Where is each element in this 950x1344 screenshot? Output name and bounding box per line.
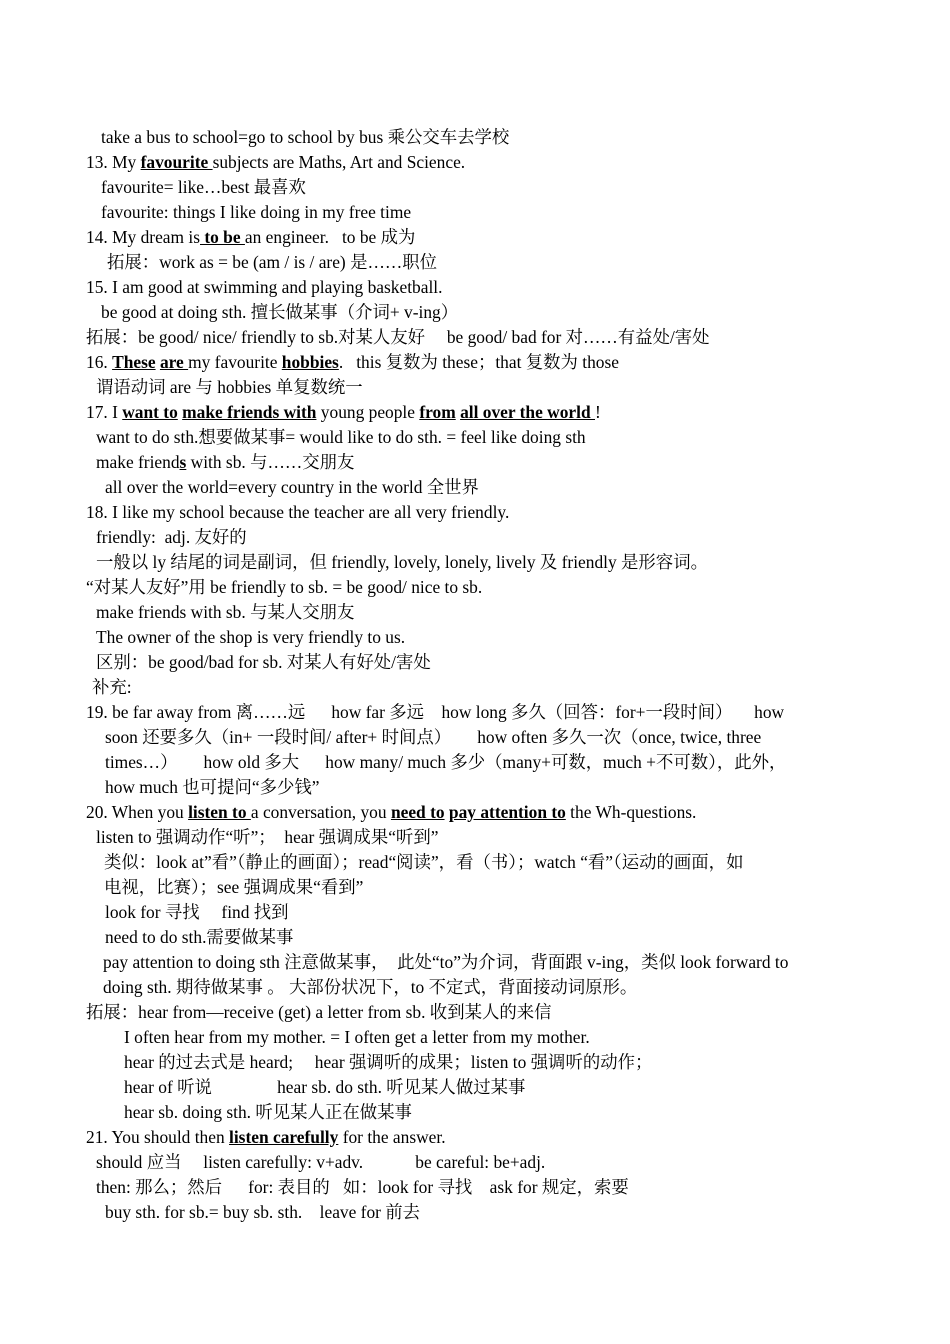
text-line (124, 1051, 652, 1073)
emphasized-text: listen carefully (229, 1127, 339, 1147)
text-line (96, 551, 708, 573)
text-line (103, 951, 788, 973)
text-segment: pay attention to doing sth 注意做某事， 此处“to”为介词，背面跟 v-ing，类似 look forward to (103, 952, 789, 972)
text-line (101, 301, 458, 323)
text-segment: with sb. 与……交朋友 (186, 452, 355, 472)
text-segment: buy sth. for sb.= buy sb. sth. leave for 前去 (105, 1202, 421, 1222)
emphasized-text: These (112, 352, 156, 372)
text-segment: times…） how old 多大 how many/ much 多少（many+可数，much +不可数），此外， (105, 752, 787, 772)
emphasized-text: to be (200, 227, 245, 247)
text-segment: hear sb. doing sth. 听见某人正在做某事 (124, 1102, 412, 1122)
text-line (124, 1076, 525, 1098)
emphasized-text: need to (390, 802, 445, 822)
text-segment: 14. My dream is (86, 227, 200, 247)
text-segment: make friend (96, 452, 180, 472)
text-segment: for the answer. (338, 1127, 446, 1147)
text-segment: soon 还要多久（in+ 一段时间/ after+ 时间点） how often 多久一次（once, twice, three (105, 727, 762, 747)
text-line (105, 901, 289, 923)
text-segment: 20. When you (86, 802, 189, 822)
text-segment: how much 也可提问“多少钱” (105, 777, 320, 797)
emphasized-text: hobbies (281, 352, 339, 372)
text-line (96, 451, 354, 473)
text-segment: 区别：be good/bad for sb. 对某人有好处/害处 (96, 652, 431, 672)
text-segment: need to do sth.需要做某事 (105, 927, 294, 947)
text-segment: 17. I (86, 402, 123, 422)
text-line (96, 626, 405, 648)
text-segment: 拓展：be good/ nice/ friendly to sb.对某人友好 be good/ bad for 对……有益处/害处 (86, 327, 710, 347)
text-segment: all over the world=every country in the world 全世界 (105, 477, 479, 497)
emphasized-text: are (159, 352, 189, 372)
text-line (105, 751, 786, 773)
text-line (105, 726, 761, 748)
text-segment: friendly: adj. 友好的 (96, 527, 247, 547)
text-segment: 19. be far away from 离……远 how far 多远 how long 多久（回答：for+一段时间） how (86, 702, 785, 722)
text-segment: 拓展：hear from—receive (get) a letter from sb. 收到某人的来信 (86, 1002, 552, 1022)
text-line (86, 1126, 446, 1148)
text-line (105, 1201, 420, 1223)
text-line (96, 376, 363, 398)
text-segment: 18. I like my school because the teacher are all very friendly. (86, 502, 510, 522)
text-segment: 15. I am good at swimming and playing basketball. (86, 277, 443, 297)
text-segment: 补充: (92, 677, 132, 697)
text-line (101, 201, 411, 223)
text-segment: a conversation, you (250, 802, 391, 822)
emphasized-text: listen to (188, 802, 251, 822)
text-segment: 16. (86, 352, 113, 372)
text-segment: “对某人友好”用 be friendly to sb. = be good/ nice to sb. (86, 577, 483, 597)
text-line (96, 1151, 545, 1173)
emphasized-text: make friends with (182, 402, 317, 422)
text-segment: subjects are Maths, Art and Science. (212, 152, 466, 172)
text-line (124, 1101, 412, 1123)
text-segment: I often hear from my mother. = I often get a letter from my mother. (124, 1027, 590, 1047)
text-line (86, 151, 465, 173)
text-segment: favourite: things I like doing in my free time (101, 202, 412, 222)
text-segment: should 应当 listen carefully: v+adv. be careful: be+adj. (96, 1152, 546, 1172)
text-segment: make friends with sb. 与某人交朋友 (96, 602, 355, 622)
text-line (86, 351, 619, 373)
text-segment: favourite= like…best 最喜欢 (101, 177, 306, 197)
text-line (86, 326, 710, 348)
text-segment: 拓展：work as = be (am / is / are) 是……职位 (107, 252, 438, 272)
text-segment: be good at doing sth. 擅长做某事（介词+ v-ing） (101, 302, 459, 322)
text-line (104, 851, 743, 873)
emphasized-text: s (179, 452, 187, 472)
text-segment: an engineer. to be 成为 (244, 227, 416, 247)
text-line (105, 926, 293, 948)
emphasized-text: favourite (140, 152, 213, 172)
text-segment: look for 寻找 find 找到 (105, 902, 289, 922)
text-segment: 13. My (86, 152, 141, 172)
text-segment: then: 那么；然后 for: 表目的 如：look for 寻找 ask for 规定，索要 (96, 1177, 629, 1197)
text-line (96, 526, 247, 548)
text-line (107, 251, 437, 273)
text-line (104, 876, 363, 898)
text-line (92, 676, 132, 698)
text-line (105, 776, 319, 798)
text-line (96, 601, 354, 623)
text-line (96, 826, 438, 848)
text-line (86, 1001, 552, 1023)
text-segment: take a bus to school=go to school by bus 乘公交车去学校 (101, 127, 510, 147)
text-segment: 谓语动词 are 与 hobbies 单复数统一 (96, 377, 363, 397)
text-segment: my favourite (188, 352, 282, 372)
text-segment: ! (595, 402, 601, 422)
text-segment: listen to 强调动作“听”； hear 强调成果“听到” (96, 827, 439, 847)
emphasized-text: want to (122, 402, 178, 422)
text-line (86, 801, 696, 823)
text-line (86, 226, 415, 248)
text-segment: The owner of the shop is very friendly to us. (96, 627, 406, 647)
text-segment: 21. You should then (86, 1127, 230, 1147)
text-line (96, 651, 431, 673)
text-line (86, 401, 601, 423)
emphasized-text: from (419, 402, 456, 422)
text-segment: young people (316, 402, 420, 422)
text-line (96, 426, 586, 448)
text-line (124, 1026, 590, 1048)
emphasized-text: all over the world (460, 402, 595, 422)
text-line (101, 126, 509, 148)
text-segment: hear of 听说 hear sb. do sth. 听见某人做过某事 (124, 1077, 526, 1097)
text-line (105, 476, 479, 498)
text-segment: doing sth. 期待做某事 。 大部份状况下，to 不定式，背面接动词原形。 (103, 977, 638, 997)
text-line (103, 976, 637, 998)
text-line (86, 576, 482, 598)
text-segment: the Wh-questions. (565, 802, 697, 822)
text-segment: want to do sth.想要做某事= would like to do sth. = feel like doing sth (96, 427, 586, 447)
text-segment: 一般以 ly 结尾的词是副词，但 friendly, lovely, lonely, lively 及 friendly 是形容词。 (96, 552, 708, 572)
text-line (86, 501, 509, 523)
text-segment: . this 复数为 these；that 复数为 those (338, 352, 619, 372)
text-line (101, 176, 306, 198)
text-line (86, 276, 442, 298)
text-segment: hear 的过去式是 heard; hear 强调听的成果；listen to 强调听的动作； (124, 1052, 653, 1072)
text-segment: 类似：look at”看”（静止的画面）；read“阅读”，看（书）；watch “看”（运动的画面，如 (104, 852, 744, 872)
text-line (86, 701, 784, 723)
emphasized-text: pay attention to (448, 802, 566, 822)
text-segment: 电视，比赛）；see 强调成果“看到” (104, 877, 364, 897)
text-line (96, 1176, 629, 1198)
